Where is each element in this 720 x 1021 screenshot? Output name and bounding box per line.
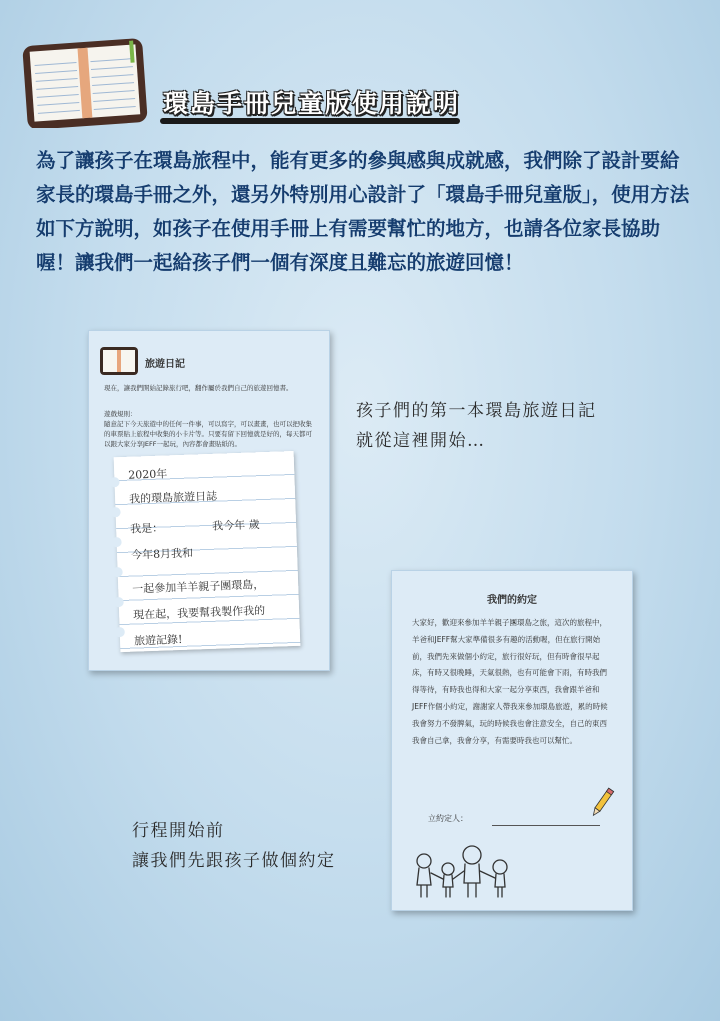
intro-paragraph: 為了讓孩子在環島旅程中，能有更多的參與感與成就感，我們除了設計要給家長的環島手冊之外，還另外特別用心設計了「環島手冊兒童版」，使用方法如下方說明，如孩子在使用手冊上有需要幫忙的地方，也請各位家長協助喔！讓我們一起給孩子們一個有深度且難忘的旅遊回憶！ bbox=[36, 149, 690, 274]
caption-diary bbox=[356, 396, 597, 456]
agreement-heading: 我們的約定 bbox=[487, 595, 537, 606]
note-line: 2020年 bbox=[128, 467, 168, 482]
note-line: 我是： bbox=[129, 521, 164, 536]
caption-line: 就從這裡開始… bbox=[356, 431, 486, 451]
binder-hole bbox=[115, 627, 125, 637]
notebook-icon bbox=[22, 36, 148, 128]
page-title: 環島手冊兒童版使用說明 bbox=[163, 89, 461, 118]
pencil-icon bbox=[588, 785, 616, 821]
binder-hole bbox=[114, 597, 124, 607]
note-line: 旅遊記錄! bbox=[133, 632, 183, 648]
signer-label: 立約定人： bbox=[428, 814, 468, 823]
note-line: 一起參加羊羊親子團環島， bbox=[132, 578, 265, 596]
note-line: 我今年 歲 bbox=[211, 518, 260, 533]
binder-hole bbox=[111, 537, 121, 547]
lined-note-card bbox=[114, 451, 301, 652]
note-line: 我的環島旅遊日誌 bbox=[128, 489, 218, 506]
agreement-text: 大家好，歡迎來參加羊羊親子團環島之旅，這次的旅程中，羊爸和JEFF幫大家準備很多有趣的活動喔，但在旅行開始前，我們先來做個小約定，旅行很好玩，但有時會很早起床，有時又很晚睡，天氣很熱，也有可能會下雨，有時我們得等待，有時我也得和大家一起分享東西，我會跟羊爸和JEFF作個小約定，謝謝家人帶我來參加環島旅遊，累的時候我會努力不發脾氣，玩的時候我也會注意安全，自己的東西我會自己拿，我會分享，有需要時我也可以幫忙。 bbox=[412, 618, 608, 745]
sample-page-agreement bbox=[391, 570, 633, 911]
binder-hole bbox=[109, 477, 119, 487]
note-line: 現在起，我要幫我製作我的 bbox=[132, 604, 266, 622]
caption-line: 孩子們的第一本環島旅遊日記 bbox=[356, 401, 597, 421]
rules-title: 遊戲規則： bbox=[104, 410, 137, 418]
diary-intro: 現在，讓我們開始記錄旅行吧，翻作屬於我們自己的旅遊回憶書。 bbox=[104, 384, 293, 392]
caption-agreement bbox=[132, 816, 336, 876]
rules-text: 隨意記下今天旅遊中的任何一件事，可以寫字，可以畫畫，也可以把收集的車票貼上旅程中收集的小卡片等。只要有留下回憶就是好的，每天都可以跟大家分享JEFF一起玩，內容都會畫貼紙的。 bbox=[104, 420, 312, 448]
family-illustration bbox=[408, 841, 518, 901]
caption-line: 讓我們先跟孩子做個約定 bbox=[132, 851, 336, 871]
signature-line bbox=[492, 825, 600, 826]
diary-heading: 旅遊日記 bbox=[145, 359, 185, 370]
diary-rules bbox=[104, 409, 316, 449]
sample-page-diary bbox=[88, 330, 330, 671]
note-line: 今年8月我和 bbox=[130, 546, 194, 562]
notebook-icon bbox=[99, 345, 139, 377]
title-underline bbox=[160, 118, 460, 124]
binder-hole bbox=[110, 507, 120, 517]
binder-hole bbox=[112, 567, 122, 577]
caption-line: 行程開始前 bbox=[132, 821, 225, 841]
